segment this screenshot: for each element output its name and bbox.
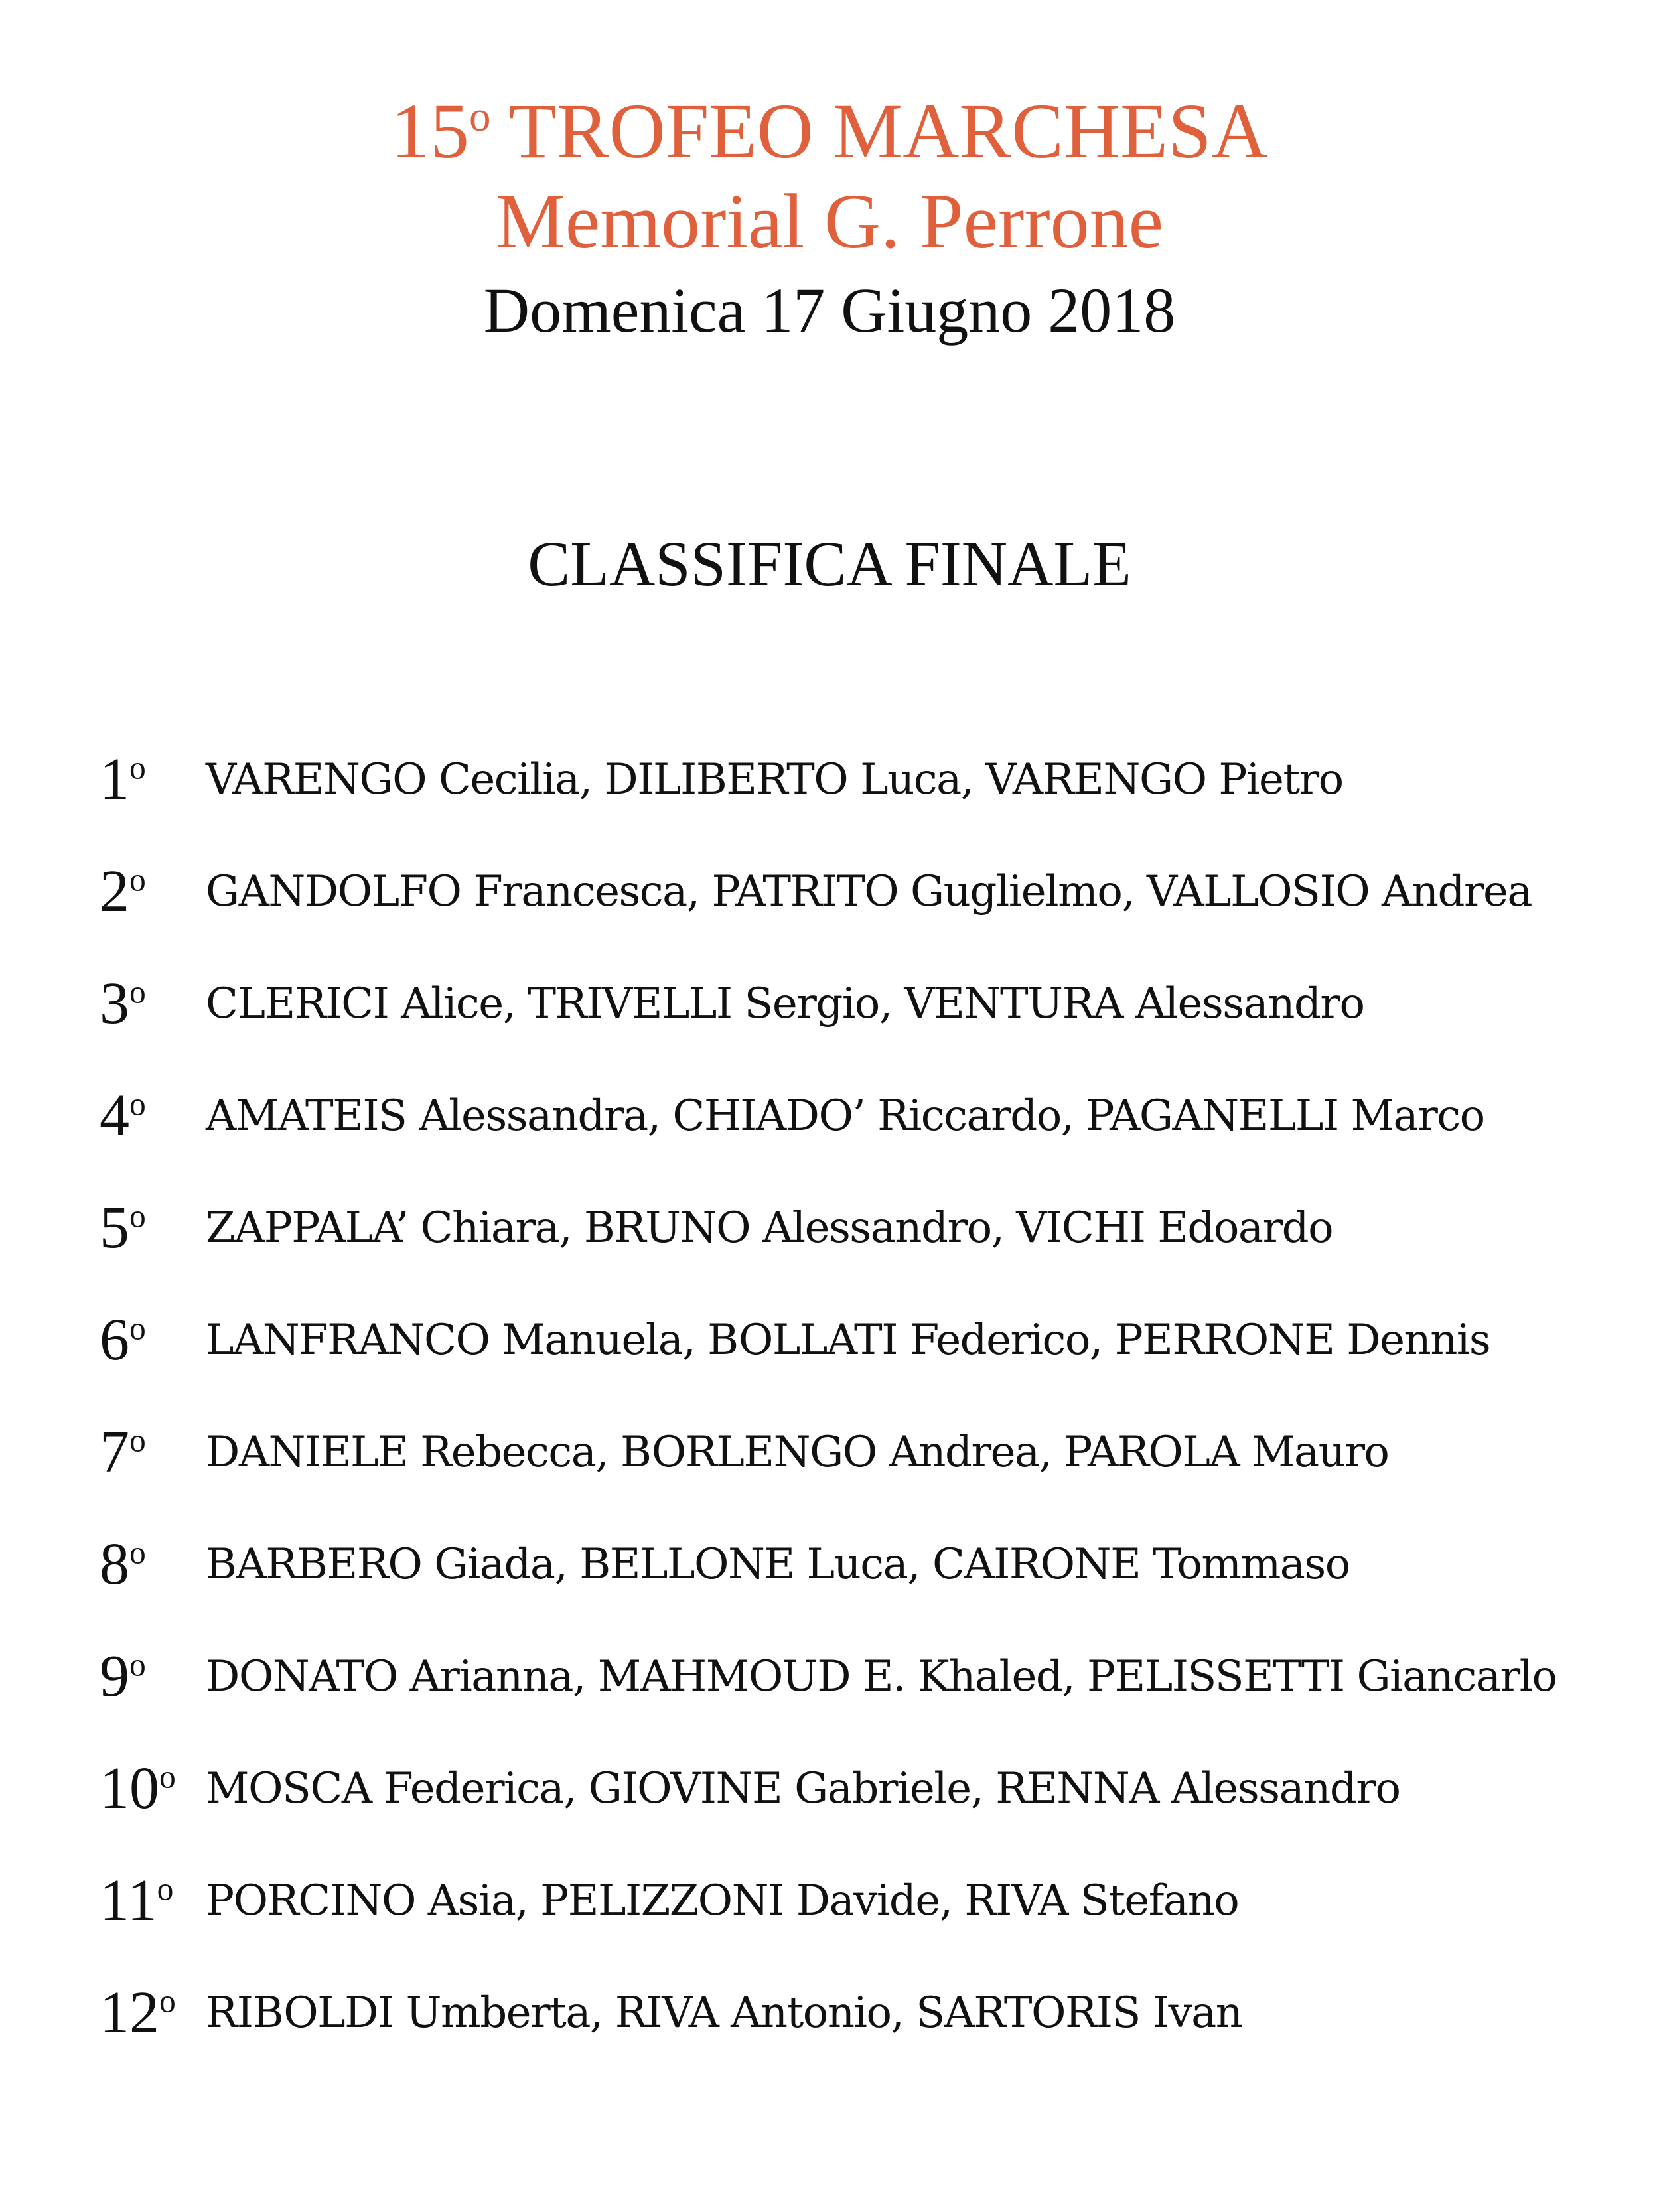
ranking-row xyxy=(100,1079,1626,1192)
ranking-row xyxy=(100,743,1626,855)
team-names: CLERICI Alice, TRIVELLI Sergio, VENTURA Alessandro xyxy=(206,979,1364,1028)
rank-number: 6 xyxy=(100,1307,129,1373)
ranking-row xyxy=(100,1976,1626,2089)
rank-position xyxy=(100,1528,206,1601)
rank-number: 11 xyxy=(100,1868,157,1933)
team-names: DANIELE Rebecca, BORLENGO Andrea, PAROLA Mauro xyxy=(206,1428,1389,1477)
ranking-row xyxy=(100,967,1626,1079)
rank-number: 8 xyxy=(100,1531,129,1597)
rank-number: 4 xyxy=(100,1083,129,1148)
rank-number: 7 xyxy=(100,1419,129,1485)
rank-position xyxy=(100,1192,206,1265)
rank-number: 9 xyxy=(100,1643,129,1709)
rank-degree: o xyxy=(157,1870,174,1907)
rank-degree: o xyxy=(129,1534,146,1571)
rank-degree: o xyxy=(129,1085,146,1123)
rank-position xyxy=(100,967,206,1040)
team-names: AMATEIS Alessandra, CHIADO’ Riccardo, PAGANELLI Marco xyxy=(206,1091,1484,1141)
rank-number: 12 xyxy=(100,1980,159,2045)
event-edition-number: 15 xyxy=(391,88,470,174)
rank-number: 1 xyxy=(100,746,129,812)
ranking-row xyxy=(100,1528,1626,1640)
team-names: PORCINO Asia, PELIZZONI Davide, RIVA Stefano xyxy=(206,1876,1239,1925)
rank-position xyxy=(100,1416,206,1489)
team-names: GANDOLFO Francesca, PATRITO Guglielmo, VALLOSIO Andrea xyxy=(206,867,1532,916)
rank-position xyxy=(100,1976,206,2049)
ranking-row xyxy=(100,1304,1626,1416)
team-names: DONATO Arianna, MAHMOUD E. Khaled, PELISSETTI Giancarlo xyxy=(206,1652,1557,1701)
event-title xyxy=(0,86,1659,176)
rank-number: 10 xyxy=(100,1756,159,1821)
rank-position xyxy=(100,743,206,816)
team-names: ZAPPALA’ Chiara, BRUNO Alessandro, VICHI Edoardo xyxy=(206,1204,1333,1253)
rank-position xyxy=(100,1752,206,1825)
section-title: CLASSIFICA FINALE xyxy=(528,528,1131,599)
rank-position xyxy=(100,1079,206,1152)
event-date: Domenica 17 Giugno 2018 xyxy=(483,275,1176,346)
rank-position xyxy=(100,855,206,928)
team-names: BARBERO Giada, BELLONE Luca, CAIRONE Tommaso xyxy=(206,1540,1350,1589)
ranking-row xyxy=(100,1192,1626,1304)
team-names: RIBOLDI Umberta, RIVA Antonio, SARTORIS Ivan xyxy=(206,1988,1242,2038)
rank-degree: o xyxy=(129,749,146,786)
team-names: VARENGO Cecilia, DILIBERTO Luca, VARENGO Pietro xyxy=(206,755,1343,804)
rank-degree: o xyxy=(159,1982,176,2020)
ranking-row xyxy=(100,1416,1626,1528)
ranking-row xyxy=(100,1864,1626,1976)
rank-degree: o xyxy=(129,973,146,1010)
rank-number: 2 xyxy=(100,859,129,924)
rank-degree: o xyxy=(129,1422,146,1459)
ranking-row xyxy=(100,855,1626,967)
ranking-row xyxy=(100,1640,1626,1752)
rank-position xyxy=(100,1864,206,1937)
event-subtitle: Memorial G. Perrone xyxy=(496,178,1163,265)
rank-position xyxy=(100,1304,206,1377)
rank-degree: o xyxy=(129,1198,146,1235)
ranking-row xyxy=(100,1752,1626,1864)
page-header xyxy=(0,86,1659,350)
rank-position xyxy=(100,1640,206,1713)
rank-degree: o xyxy=(129,1310,146,1347)
rank-number: 5 xyxy=(100,1195,129,1261)
rank-degree: o xyxy=(129,861,146,898)
event-edition-degree: o xyxy=(469,92,491,141)
team-names: LANFRANCO Manuela, BOLLATI Federico, PERRONE Dennis xyxy=(206,1316,1490,1365)
team-names: MOSCA Federica, GIOVINE Gabriele, RENNA Alessandro xyxy=(206,1764,1400,1813)
event-title-text: TROFEO MARCHESA xyxy=(508,88,1268,174)
ranking-list xyxy=(100,743,1626,2089)
rank-number: 3 xyxy=(100,971,129,1036)
rank-degree: o xyxy=(159,1758,176,1795)
rank-degree: o xyxy=(129,1646,146,1683)
